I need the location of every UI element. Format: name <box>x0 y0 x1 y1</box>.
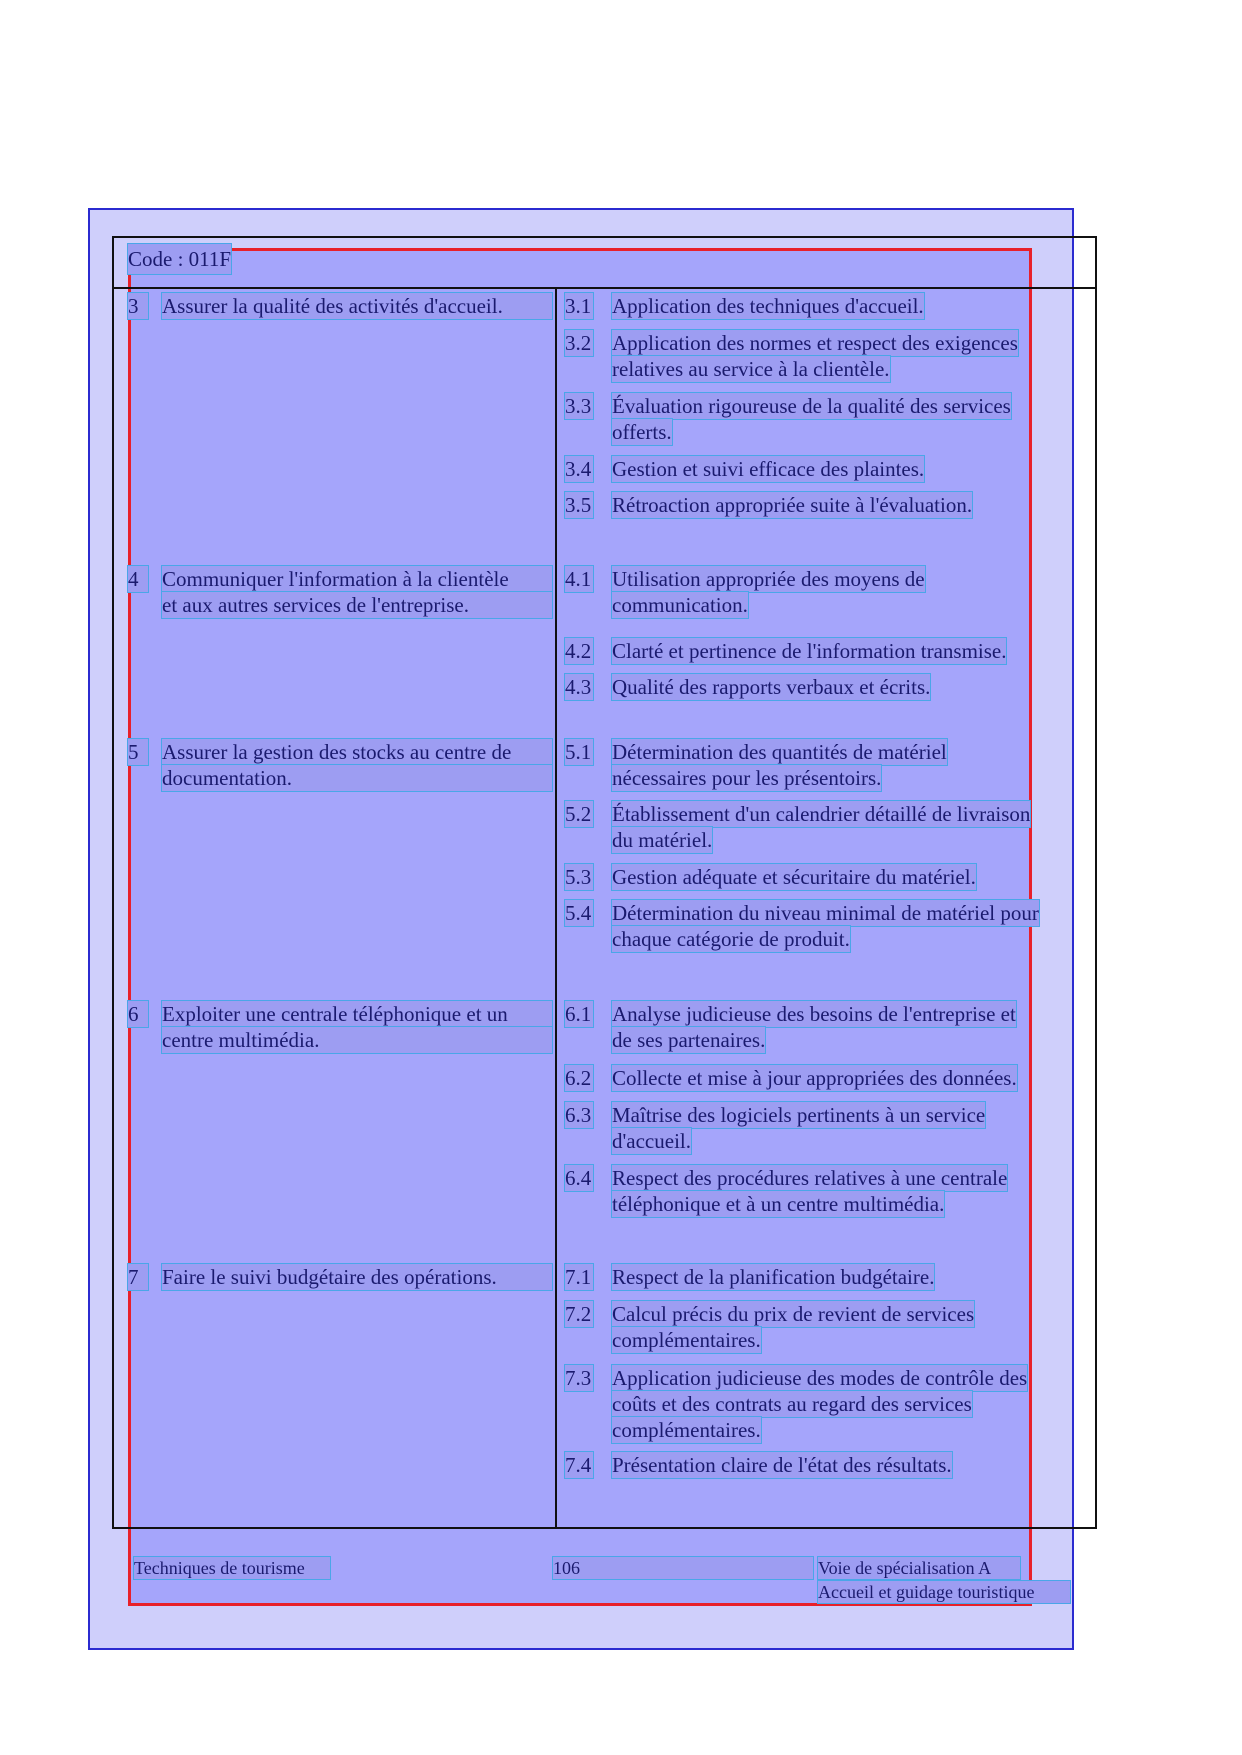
header-rule <box>112 287 1095 289</box>
criterion-text-line: Analyse judicieuse des besoins de l'entreprise et <box>612 1002 1016 1026</box>
criterion-number: 5.2 <box>565 802 592 826</box>
competency-number: 6 <box>128 1001 148 1027</box>
criterion-text-line: Respect des procédures relatives à une centrale <box>612 1166 1008 1190</box>
criterion-text-line: de ses partenaires. <box>612 1028 766 1052</box>
competency-title-line: Exploiter une centrale téléphonique et un <box>162 1001 552 1027</box>
competency-title-line: documentation. <box>162 765 552 791</box>
criterion-text-line: Maîtrise des logiciels pertinents à un service <box>612 1103 986 1127</box>
criterion-text-line: Calcul précis du prix de revient de services <box>612 1302 975 1326</box>
footer-page-number: 106 <box>553 1557 813 1579</box>
competency-number: 7 <box>128 1264 148 1290</box>
competency-title-line: Communiquer l'information à la clientèle <box>162 566 552 592</box>
criterion-number: 6.2 <box>565 1066 592 1090</box>
competency-title-line: Assurer la gestion des stocks au centre de <box>162 739 552 765</box>
criterion-text-line: Gestion adéquate et sécuritaire du matériel. <box>612 865 976 889</box>
criterion-text-line: Rétroaction appropriée suite à l'évaluation. <box>612 493 973 517</box>
criterion-text-line: du matériel. <box>612 828 713 852</box>
criterion-text-line: Établissement d'un calendrier détaillé de livraison <box>612 802 1031 826</box>
criterion-text-line: complémentaires. <box>612 1328 761 1352</box>
criterion-text-line: Détermination des quantités de matériel <box>612 740 947 764</box>
criterion-text-line: complémentaires. <box>612 1418 761 1442</box>
footer-program: Techniques de tourisme <box>134 1557 330 1579</box>
criterion-text-line: coûts et des contrats au regard des services <box>612 1392 972 1416</box>
competency-number: 3 <box>128 293 148 319</box>
criterion-text-line: communication. <box>612 593 748 617</box>
criterion-text-line: Collecte et mise à jour appropriées des données. <box>612 1066 1017 1090</box>
criterion-number: 7.4 <box>565 1453 592 1477</box>
criterion-text-line: offerts. <box>612 420 672 444</box>
criterion-text-line: téléphonique et à un centre multimédia. <box>612 1192 945 1216</box>
criterion-number: 3.2 <box>565 331 592 355</box>
criterion-number: 5.4 <box>565 901 592 925</box>
criterion-number: 5.1 <box>565 740 592 764</box>
competency-title-line: et aux autres services de l'entreprise. <box>162 592 552 618</box>
criterion-text-line: nécessaires pour les présentoirs. <box>612 766 882 790</box>
footer-specialization-name: Accueil et guidage touristique <box>818 1581 1070 1603</box>
criterion-text-line: d'accueil. <box>612 1129 691 1153</box>
competency-title-line: Faire le suivi budgétaire des opérations. <box>162 1264 552 1290</box>
column-rule <box>555 289 557 1528</box>
criterion-text-line: Détermination du niveau minimal de matériel pour <box>612 901 1039 925</box>
criterion-number: 3.1 <box>565 294 592 318</box>
criterion-text-line: Respect de la planification budgétaire. <box>612 1265 935 1289</box>
criterion-number: 4.1 <box>565 567 592 591</box>
criterion-text-line: Qualité des rapports verbaux et écrits. <box>612 675 931 699</box>
criterion-text-line: relatives au service à la clientèle. <box>612 357 890 381</box>
criterion-text-line: chaque catégorie de produit. <box>612 927 850 951</box>
criterion-number: 7.3 <box>565 1366 592 1390</box>
criterion-text-line: Application des techniques d'accueil. <box>612 294 924 318</box>
criterion-number: 7.1 <box>565 1265 592 1289</box>
criterion-number: 3.3 <box>565 394 592 418</box>
criterion-number: 3.4 <box>565 457 592 481</box>
competency-number: 4 <box>128 566 148 592</box>
criterion-text-line: Évaluation rigoureuse de la qualité des services <box>612 394 1011 418</box>
competency-number: 5 <box>128 739 148 765</box>
footer-specialization: Voie de spécialisation A <box>818 1557 1020 1579</box>
criterion-text-line: Utilisation appropriée des moyens de <box>612 567 925 591</box>
criterion-number: 4.2 <box>565 639 592 663</box>
course-code: Code : 011F <box>128 244 231 274</box>
criterion-number: 3.5 <box>565 493 592 517</box>
criterion-text-line: Gestion et suivi efficace des plaintes. <box>612 457 925 481</box>
competency-title-line: centre multimédia. <box>162 1027 552 1053</box>
criterion-text-line: Présentation claire de l'état des résultats. <box>612 1453 952 1477</box>
criterion-number: 6.3 <box>565 1103 592 1127</box>
criterion-text-line: Application des normes et respect des exigences <box>612 331 1018 355</box>
criterion-number: 5.3 <box>565 865 592 889</box>
competency-title-line: Assurer la qualité des activités d'accueil. <box>162 293 552 319</box>
criterion-number: 6.1 <box>565 1002 592 1026</box>
criterion-text-line: Clarté et pertinence de l'information transmise. <box>612 639 1007 663</box>
criterion-number: 7.2 <box>565 1302 592 1326</box>
criterion-number: 6.4 <box>565 1166 592 1190</box>
criterion-number: 4.3 <box>565 675 592 699</box>
criterion-text-line: Application judicieuse des modes de contrôle des <box>612 1366 1028 1390</box>
